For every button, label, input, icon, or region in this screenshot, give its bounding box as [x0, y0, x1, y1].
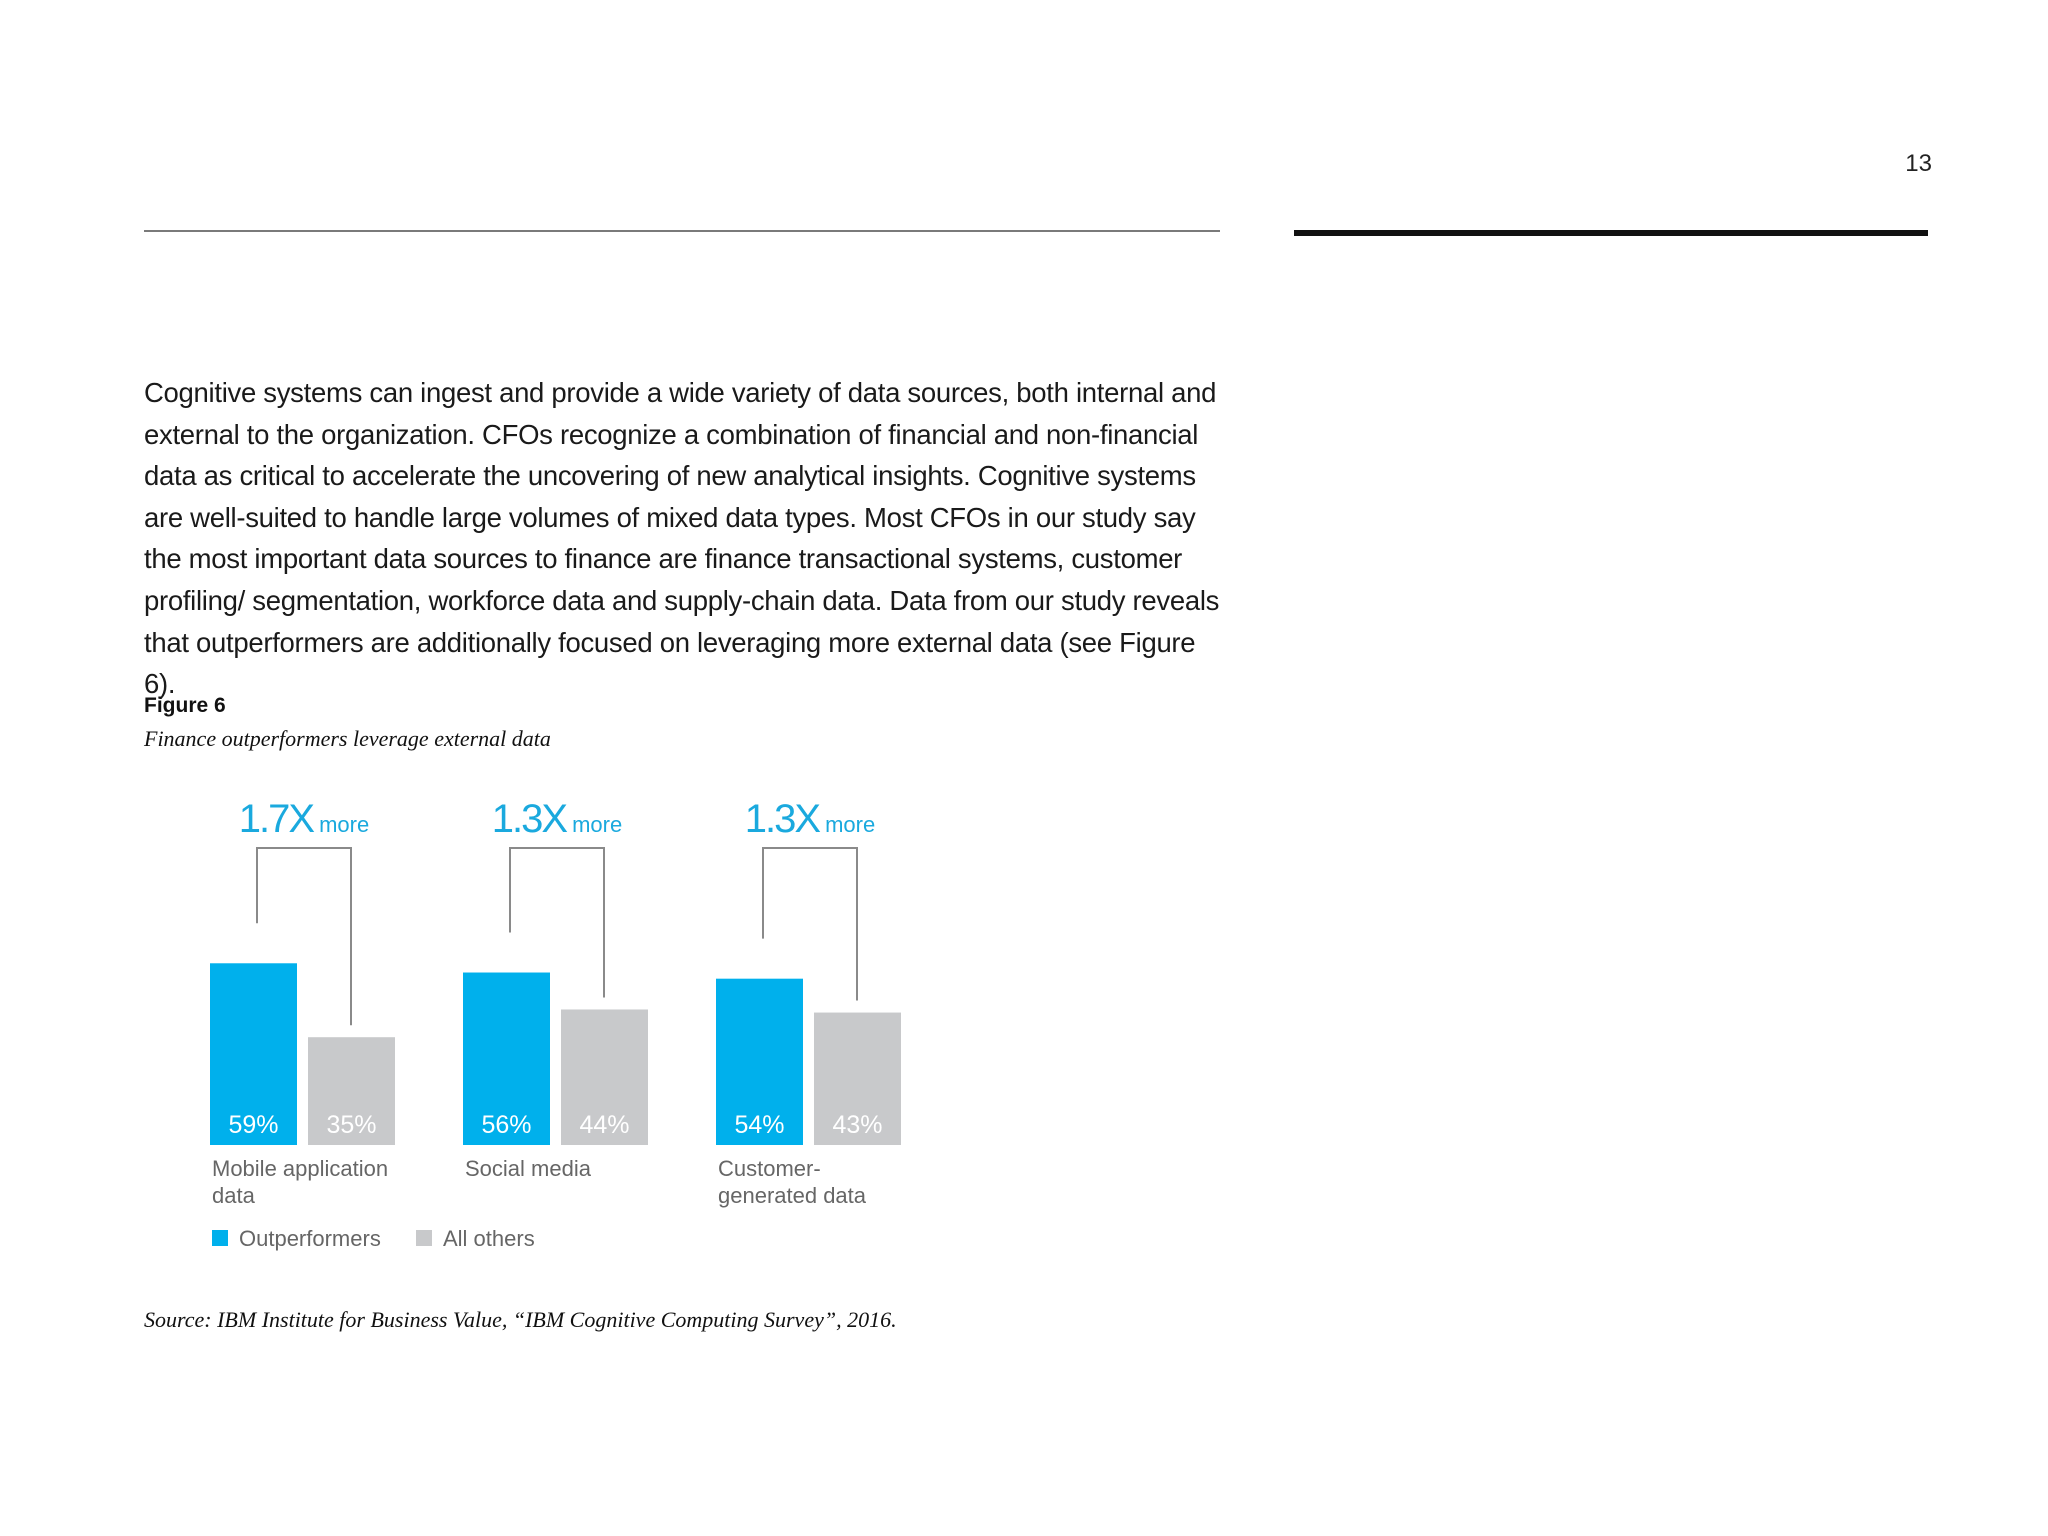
- category-label: Customer-: [718, 1156, 821, 1181]
- figure-caption: Finance outperformers leverage external data: [144, 726, 551, 751]
- body-paragraph: Cognitive systems can ingest and provide a wide variety of data sources, both internal and external to the organization. CFOs recognize a combination of financial and non-financial data as critical to accelerate the uncovering of new analytical insights. Cognitive systems are well-suited to handle large volumes of mixed data types. Most CFOs in our study say the most important data sources to finance are finance transactional systems, customer profiling/ segmentation, workforce data and supply-chain data. Data from our study reveals that outperformers are additionally focused on leveraging more external data (see Figure 6).: [144, 377, 1220, 700]
- category-label: data: [212, 1183, 255, 1208]
- page-number: 13: [1905, 150, 1932, 177]
- bar-value-label: 54%: [734, 1111, 785, 1139]
- bar-value-label: 59%: [228, 1111, 279, 1139]
- multiplier-annotation: 1.7X more: [238, 797, 370, 841]
- bar-value-label: 43%: [832, 1111, 883, 1139]
- legend-swatch: [212, 1230, 228, 1246]
- source-note: Source: IBM Institute for Business Value, “IBM Cognitive Computing Survey”, 2016.: [144, 1307, 897, 1332]
- category-label: generated data: [718, 1183, 867, 1208]
- bar-value-label: 44%: [579, 1111, 630, 1139]
- legend-label: Outperformers: [239, 1226, 381, 1251]
- legend-swatch: [416, 1230, 432, 1246]
- category-label: Social media: [465, 1156, 591, 1181]
- multiplier-annotation: 1.3X more: [744, 797, 876, 841]
- category-label: Mobile application: [212, 1156, 389, 1181]
- figure-label: Figure 6: [144, 694, 226, 717]
- bar-value-label: 35%: [326, 1111, 377, 1139]
- comparison-bracket: [763, 848, 857, 1001]
- legend-label: All others: [443, 1226, 535, 1251]
- multiplier-annotation: 1.3X more: [491, 797, 623, 841]
- bar-value-label: 56%: [481, 1111, 532, 1139]
